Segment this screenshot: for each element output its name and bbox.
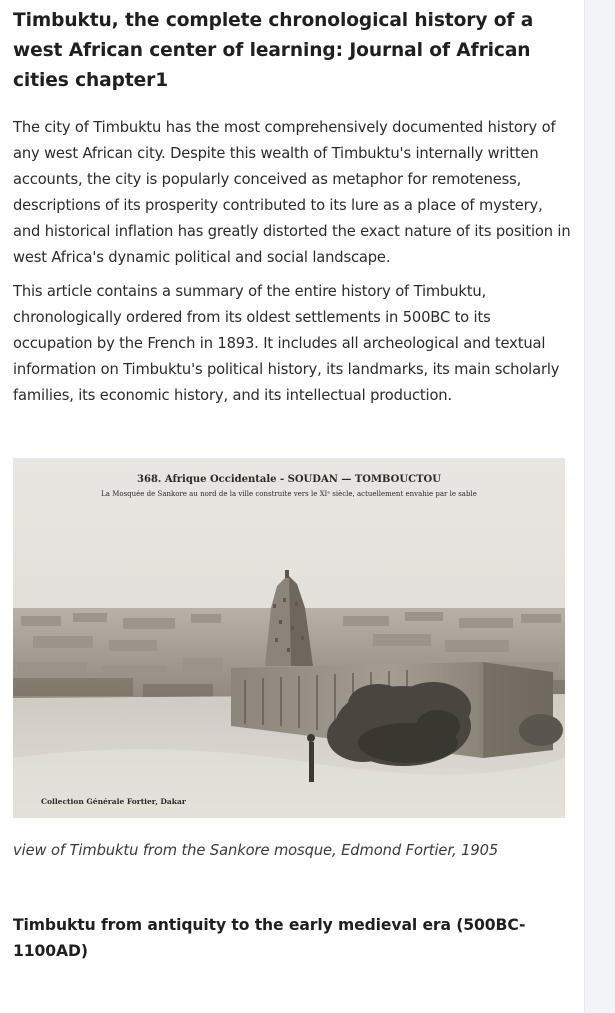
summary-paragraph: This article contains a summary of the entire history of Timbuktu, chronologically ordered from its oldest settlements in 500BC to its occupation by the French in 1893. It includes all archeological and textual information on Timbuktu's political history, its landmarks, its main scholarly families, its economic history, and its intellectual production. <box>13 283 560 404</box>
section-heading: Timbuktu from antiquity to the early medieval era (500BC-1100AD) <box>13 916 526 960</box>
scroll-rail[interactable] <box>584 0 615 1013</box>
sankore-postcard-photo <box>13 458 565 818</box>
figure-caption: view of Timbuktu from the Sankore mosque, Edmond Fortier, 1905 <box>13 842 499 859</box>
postcard-header: 368. Afrique Occidentale - SOUDAN — TOMBOUCTOU <box>137 474 441 485</box>
article-title: Timbuktu, the complete chronological history of a west African center of learning: Journal of African cities chapter1 <box>13 10 534 91</box>
intro-paragraph: The city of Timbuktu has the most comprehensively documented history of any west African city. Despite this wealth of Timbuktu's internally written accounts, the city is popularly conceived as metaphor for remoteness, descriptions of its prosperity contributed to its lure as a place of mystery, and historical inflation has greatly distorted the exact nature of its position in west Africa's dynamic political and social landscape. <box>13 119 571 266</box>
article-figure <box>13 458 565 864</box>
postcard-subtitle: La Mosquée de Sankore au nord de la ville construite vers le XIᵉ siècle, actuellement envahie par le sable <box>101 490 477 498</box>
postcard-credit: Collection Générale Fortier, Dakar <box>41 797 186 806</box>
